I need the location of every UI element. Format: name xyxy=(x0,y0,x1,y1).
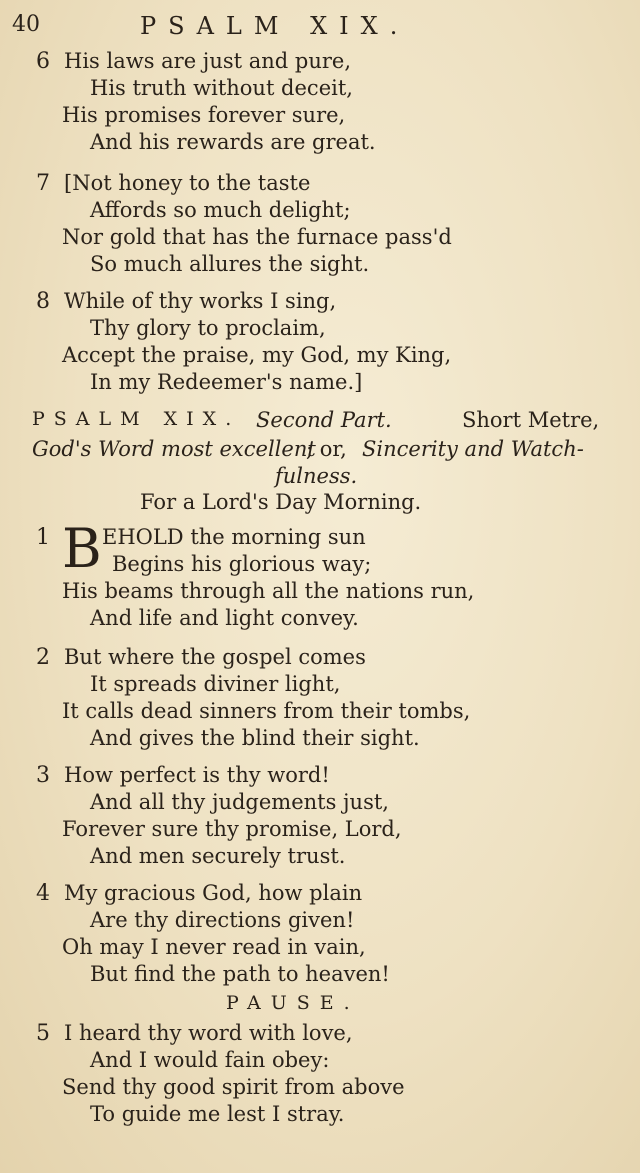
subtitle-part-a: God's Word most excellent xyxy=(32,437,316,461)
verse-line: And men securely trust. xyxy=(90,844,346,868)
running-title: PSALM XIX. xyxy=(140,12,410,40)
verse-line: Forever sure thy promise, Lord, xyxy=(62,817,402,841)
subtitle-part-c: fulness. xyxy=(275,464,358,488)
verse-line: Send thy good spirit from above xyxy=(62,1075,405,1099)
page-number: 40 xyxy=(12,12,40,37)
subtitle-or: ; or, xyxy=(306,437,347,461)
stanza-number: 7 xyxy=(36,171,50,196)
section-part: Second Part. xyxy=(256,408,392,432)
stanza-number: 1 xyxy=(36,525,50,550)
section-metre: Short Metre, xyxy=(462,408,600,432)
verse-line: And all thy judgements just, xyxy=(90,790,389,814)
stanza-number: 5 xyxy=(36,1021,50,1046)
verse-line: Thy glory to proclaim, xyxy=(90,316,326,340)
verse-line: It calls dead sinners from their tombs, xyxy=(62,699,471,723)
verse-line: But where the gospel comes xyxy=(64,645,366,669)
verse-line: Affords so much delight; xyxy=(90,198,351,222)
occasion-text: For a Lord's Day Morning. xyxy=(140,490,422,514)
subtitle-part-b: Sincerity and Watch- xyxy=(362,437,584,461)
verse-line: And I would fain obey: xyxy=(90,1048,330,1072)
verse-line: Accept the praise, my God, my King, xyxy=(62,343,452,367)
verse-line: My gracious God, how plain xyxy=(64,881,363,905)
verse-line: So much allures the sight. xyxy=(90,252,370,276)
drop-cap: B xyxy=(62,517,102,580)
stanza-number: 8 xyxy=(36,289,50,314)
verse-line: Are thy directions given! xyxy=(90,908,355,932)
verse-line: While of thy works I sing, xyxy=(64,289,337,313)
stanza-number: 6 xyxy=(36,49,50,74)
stanza-number: 2 xyxy=(36,645,50,670)
verse-line: His laws are just and pure, xyxy=(64,49,352,73)
page-header xyxy=(0,12,640,42)
stanza-number: 3 xyxy=(36,763,50,788)
verse-line: To guide me lest I stray. xyxy=(90,1102,345,1126)
verse-line: His beams through all the nations run, xyxy=(62,579,475,603)
verse-line: I heard thy word with love, xyxy=(64,1021,353,1045)
verse-line: In my Redeemer's name.] xyxy=(90,370,363,394)
verse-line: His truth without deceit, xyxy=(90,76,353,100)
verse-line: Oh may I never read in vain, xyxy=(62,935,366,959)
verse-line: And gives the blind their sight. xyxy=(90,726,420,750)
verse-line: EHOLD the morning sun xyxy=(102,525,366,549)
verse-line: Begins his glorious way; xyxy=(112,552,372,576)
verse-line: And his rewards are great. xyxy=(90,130,376,154)
stanza-number: 4 xyxy=(36,881,50,906)
verse-line: Nor gold that has the furnace pass'd xyxy=(62,225,452,249)
verse-line: [Not honey to the taste xyxy=(64,171,311,195)
verse-line: His promises forever sure, xyxy=(62,103,346,127)
verse-line: But find the path to heaven! xyxy=(90,962,390,986)
verse-line: How perfect is thy word! xyxy=(64,763,330,787)
section-title: PSALM XIX. xyxy=(32,408,241,430)
verse-line: It spreads diviner light, xyxy=(90,672,341,696)
verse-line: And life and light convey. xyxy=(90,606,359,630)
pause-heading: PAUSE. xyxy=(226,992,360,1014)
